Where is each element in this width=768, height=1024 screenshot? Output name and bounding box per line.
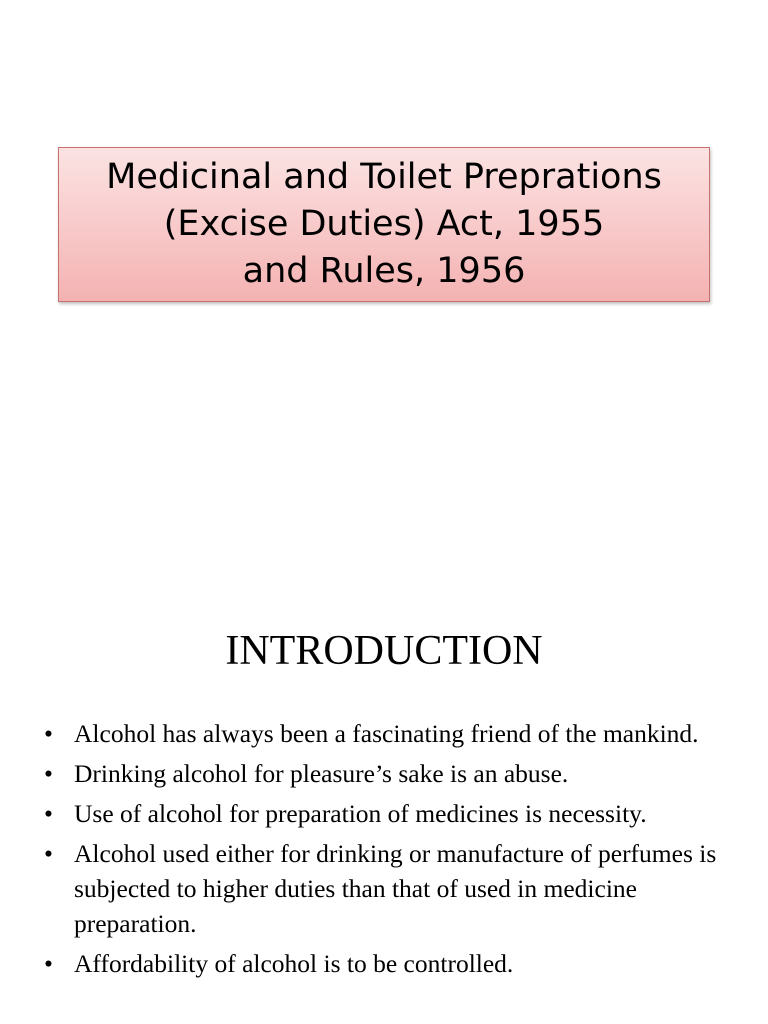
bullet-text: Alcohol used either for drinking or manufacture of perfumes is subjected to higher duties than that of used in medicine preparation. [74, 839, 717, 938]
title-line-2: (Excise Duties) Act, 1955 [163, 204, 605, 244]
title-line-3: and Rules, 1956 [242, 251, 526, 291]
bullet-icon: • [44, 839, 53, 868]
title-line-1: Medicinal and Toilet Preprations [106, 157, 662, 197]
bullet-icon: • [44, 759, 53, 788]
bullet-icon: • [44, 719, 53, 748]
bullet-icon: • [44, 799, 53, 828]
bullet-item [0, 756, 768, 791]
title-box [58, 147, 710, 302]
introduction-slide [0, 576, 768, 1024]
bullet-list [0, 716, 768, 986]
bullet-item [0, 716, 768, 751]
bullet-text: Alcohol has always been a fascinating friend of the mankind. [74, 719, 699, 748]
bullet-item [0, 836, 768, 941]
slide-heading: INTRODUCTION [225, 628, 543, 674]
bullet-item [0, 946, 768, 981]
bullet-icon: • [44, 949, 53, 978]
bullet-text: Affordability of alcohol is to be controlled. [74, 949, 514, 978]
bullet-text: Use of alcohol for preparation of medicines is necessity. [74, 799, 647, 828]
bullet-text: Drinking alcohol for pleasure’s sake is an abuse. [74, 759, 569, 788]
bullet-item [0, 796, 768, 831]
